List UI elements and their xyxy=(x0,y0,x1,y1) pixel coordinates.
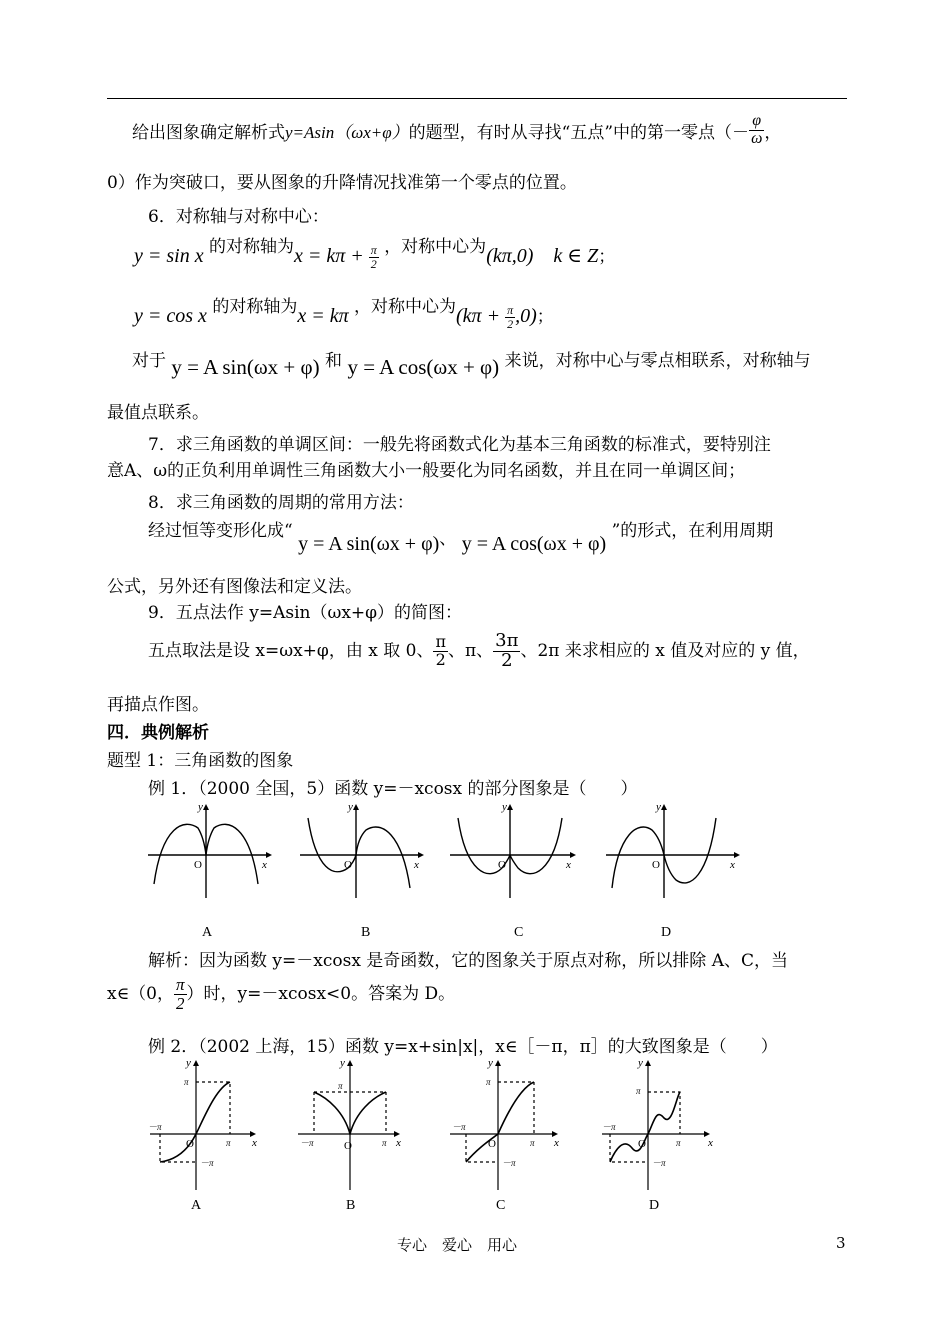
origin-label: O xyxy=(344,859,352,871)
fraction: $\frac{\varphi}{\omega}$ xyxy=(751,112,763,147)
formula: y = cos x xyxy=(134,305,207,327)
example-1: 例 1．（2000 全国，5）函数 y=－xcosx 的部分图象是（ ） xyxy=(148,779,638,799)
formula: y=Asin（ωx+φ） xyxy=(285,123,409,142)
y-label: y xyxy=(198,801,203,813)
formula: x = kπ xyxy=(297,305,349,327)
x-label: x xyxy=(396,1137,401,1149)
neg-pi-tick: －π xyxy=(148,1122,162,1132)
section-9-heading: 9．五点法作 y=Asin（ωx+φ）的简图： xyxy=(148,603,463,623)
origin-label: O xyxy=(638,1138,646,1150)
pi-tick: π xyxy=(530,1138,535,1148)
text: 的对称轴为 xyxy=(209,237,294,257)
text: ，对称中心为 xyxy=(354,297,457,317)
fraction: $\frac{\pi}{2}$ xyxy=(176,975,185,1013)
solution-line-2 xyxy=(107,976,455,1013)
x-label: x xyxy=(554,1137,559,1149)
y-label: y xyxy=(656,801,661,813)
solution-line-1: 解析：因为函数 y=－xcosx 是奇函数，它的图象关于原点对称，所以排除 A、C，当 xyxy=(148,951,788,971)
section-9-line-2: 再描点作图。 xyxy=(107,695,209,715)
option-a-label: A xyxy=(202,925,213,940)
text: 的题型，有时从寻找“五点”中的第一零点（－ xyxy=(408,123,750,143)
origin-label: O xyxy=(498,859,506,871)
x-label: x xyxy=(252,1137,257,1149)
pi-tick: π xyxy=(636,1086,641,1096)
text: 、 xyxy=(439,529,457,549)
y-label: y xyxy=(502,801,507,813)
section-8-line-2: 公式，另外还有图像法和定义法。 xyxy=(107,577,362,597)
pi-tick: π xyxy=(226,1138,231,1148)
text: ； xyxy=(598,247,616,267)
text: 经过恒等变形化成“ xyxy=(148,521,293,541)
option-d-label: D xyxy=(649,1198,660,1213)
example-1-graphs xyxy=(140,798,750,946)
origin-label: O xyxy=(344,1140,352,1152)
fraction: $\frac{\pi}{2}$ xyxy=(435,632,446,669)
y-label: y xyxy=(638,1057,643,1069)
fraction: $\frac{\pi}{2}$ xyxy=(370,243,377,271)
option-b-label: B xyxy=(346,1198,356,1213)
formula: (kπ,0) k ∈ Z xyxy=(486,245,599,267)
text: 五点取法是设 x=ωx+φ，由 x 取 0、 xyxy=(148,640,434,661)
x-label: x xyxy=(414,859,419,871)
neg-pi-tick: －π xyxy=(300,1138,314,1148)
formula: y = A cos(ωx + φ) xyxy=(461,533,607,555)
formula: (kπ + xyxy=(456,305,506,327)
sin-symmetry-line xyxy=(134,232,615,271)
text: 给出图象确定解析式 xyxy=(132,123,285,143)
option-b-label: B xyxy=(361,925,371,940)
formula: y = A sin(ωx + φ) xyxy=(171,355,320,379)
section-heading: 四．典例解析 xyxy=(107,723,209,743)
neg-pi-tick: －π xyxy=(452,1122,466,1132)
y-label: y xyxy=(340,1057,345,1069)
section-8-heading: 8．求三角函数的周期的常用方法： xyxy=(148,493,414,513)
x-label: x xyxy=(566,859,571,871)
footer-motto: 专心 爱心 用心 xyxy=(397,1236,518,1254)
fraction: $\frac{3\pi}{2}$ xyxy=(495,630,519,671)
section-8-line xyxy=(148,516,773,556)
origin-label: O xyxy=(488,1138,496,1150)
origin-label: O xyxy=(194,859,202,871)
x-label: x xyxy=(730,859,735,871)
page-number: 3 xyxy=(836,1234,846,1252)
y-label: y xyxy=(186,1057,191,1069)
section-9-line xyxy=(148,632,810,671)
cos-symmetry-line xyxy=(134,292,554,331)
section-6-heading: 6．对称轴与对称中心： xyxy=(148,207,329,227)
pi-tick: π xyxy=(338,1081,343,1091)
x-label: x xyxy=(708,1137,713,1149)
text: ）时，y=－xcosx<0。答案为 D。 xyxy=(186,983,456,1004)
text: x∈（0， xyxy=(107,983,174,1004)
formula: y = sin x xyxy=(134,245,204,267)
neg-pi-tick: －π xyxy=(502,1158,516,1168)
x-label: x xyxy=(262,859,267,871)
text: ； xyxy=(536,307,554,327)
pi-tick: π xyxy=(676,1138,681,1148)
header-rule xyxy=(107,98,847,99)
formula: y = A sin(ωx + φ) xyxy=(298,533,440,555)
para-1-line-1 xyxy=(132,112,782,148)
formula: y = A cos(ωx + φ) xyxy=(347,355,500,379)
y-label: y xyxy=(348,801,353,813)
text: 、2π 来求相应的 x 值及对应的 y 值， xyxy=(520,640,810,661)
pi-tick: π xyxy=(184,1077,189,1087)
type-1-title: 题型 1：三角函数的图象 xyxy=(107,751,294,771)
origin-label: O xyxy=(186,1138,194,1150)
y-label: y xyxy=(488,1057,493,1069)
section-7-line-2: 意A、ω的正负利用单调性三角函数大小一般要化为同名函数，并且在同一单调区间； xyxy=(107,461,746,481)
neg-pi-tick: －π xyxy=(602,1122,616,1132)
para-1-line-2: 0）作为突破口，要从图象的升降情况找准第一个零点的位置。 xyxy=(107,173,577,193)
origin-label: O xyxy=(652,859,660,871)
text: ”的形式，在利用周期 xyxy=(611,521,774,541)
neg-pi-tick: －π xyxy=(652,1158,666,1168)
text: 的对称轴为 xyxy=(212,297,298,317)
option-a-label: A xyxy=(191,1198,202,1213)
example-2: 例 2．（2002 上海，15）函数 y=x+sin|x|，x∈［－π，π］的大致图象是（ ） xyxy=(148,1037,778,1057)
for-line xyxy=(132,346,811,380)
text: 、π、 xyxy=(447,640,494,661)
formula: x = kπ + xyxy=(294,245,369,267)
text: 来说，对称中心与零点相联系，对称轴与 xyxy=(504,351,811,371)
text: 对于 xyxy=(132,351,166,371)
text: 和 xyxy=(325,351,343,371)
pi-tick: π xyxy=(486,1077,491,1087)
text: ，对称中心为 xyxy=(384,237,487,257)
formula: ,0) xyxy=(515,305,537,327)
section-7-line-1: 7．求三角函数的单调区间：一般先将函数式化为基本三角函数的标准式，要特别注 xyxy=(148,435,771,455)
option-c-label: C xyxy=(496,1198,506,1213)
option-c-label: C xyxy=(514,925,524,940)
fraction: $\frac{\pi}{2}$ xyxy=(507,303,514,331)
neg-pi-tick: －π xyxy=(200,1158,214,1168)
example-2-graphs xyxy=(140,1052,720,1220)
pi-tick: π xyxy=(382,1138,387,1148)
option-d-label: D xyxy=(661,925,672,940)
for-line-2: 最值点联系。 xyxy=(107,403,209,423)
text: ， xyxy=(764,123,782,143)
